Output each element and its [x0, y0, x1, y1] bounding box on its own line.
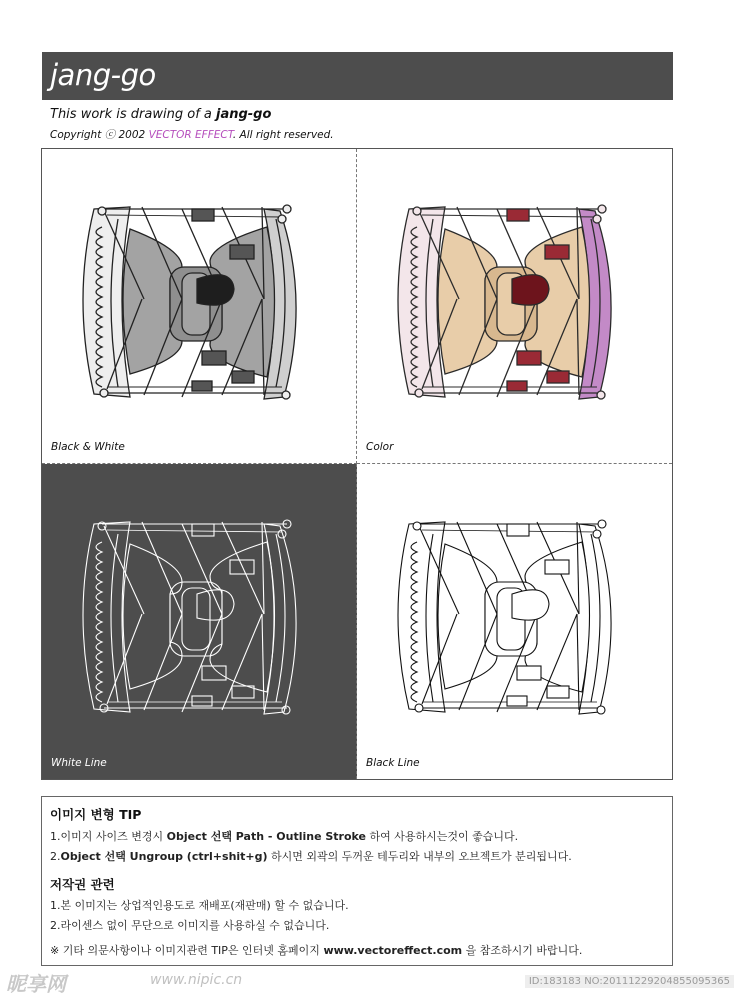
title-bar	[42, 52, 673, 100]
tip-box	[41, 796, 673, 966]
watermark-id: ID:183183 NO:20111229204855095365	[525, 975, 734, 988]
tip-line-1	[50, 828, 518, 844]
tip-1-suffix: 하여 사용하시는것이 좋습니다.	[366, 830, 519, 843]
tip-line-2	[50, 848, 572, 864]
note-prefix: ※ 기타 의문사항이나 이미지관련 TIP은 인터넷 홈페이지	[50, 944, 324, 957]
watermark-logo-text: 昵享网	[6, 972, 66, 996]
watermark	[0, 966, 740, 996]
panel-label-black-line: Black Line	[366, 757, 420, 769]
tip-1-bold: Object 선택 Path - Outline Stroke	[166, 830, 367, 843]
panel-white-line	[42, 464, 357, 779]
watermark-url: www.nipic.cn	[150, 972, 243, 988]
janggu-drum-icon	[357, 149, 672, 464]
janggu-drum-icon	[42, 149, 357, 464]
copyright-heading: 저작권 관련	[50, 877, 115, 892]
copyright-line	[50, 127, 334, 142]
page-title: jang-go	[50, 58, 156, 92]
note-suffix: 을 참조하시기 바랍니다.	[462, 944, 583, 957]
tip-1-prefix: 1.이미지 사이즈 변경시	[50, 830, 167, 843]
janggu-drum-icon	[357, 464, 672, 779]
website-note	[50, 942, 582, 958]
tip-2-bold: Object 선택 Ungroup (ctrl+shit+g)	[60, 850, 268, 863]
intro-line	[50, 107, 271, 122]
panel-label-black-white: Black & White	[51, 441, 125, 453]
tip-2-suffix: 하시면 외곽의 두꺼운 테두리와 내부의 오브젝트가 분리됩니다.	[267, 850, 572, 863]
copyright-suffix: . All right reserved.	[232, 129, 334, 141]
panel-black-line	[357, 464, 672, 779]
website-link[interactable]: www.vectoreffect.com	[323, 944, 463, 957]
intro-subject: jang-go	[216, 107, 272, 122]
copyright-line-1: 1.본 이미지는 상업적인용도로 재배포(재판매) 할 수 없습니다.	[50, 899, 349, 912]
tip-heading: 이미지 변형 TIP	[50, 807, 142, 822]
brand-name: VECTOR EFFECT	[148, 129, 233, 141]
copyright-line-2: 2.라이센스 없이 무단으로 이미지를 사용하실 수 없습니다.	[50, 919, 330, 932]
janggu-drum-icon	[42, 464, 357, 779]
copyright-symbol: ⓒ	[104, 129, 116, 141]
intro-prefix: This work is drawing of a	[50, 107, 216, 122]
copyright-prefix: Copyright	[50, 129, 105, 141]
panel-label-color: Color	[366, 441, 394, 453]
tip-2-prefix: 2.	[50, 850, 61, 863]
panel-black-white	[42, 149, 357, 464]
copyright-year: 2002	[115, 129, 149, 141]
panel-label-white-line: White Line	[51, 757, 107, 769]
panel-color	[357, 149, 672, 464]
image-grid	[41, 148, 673, 780]
